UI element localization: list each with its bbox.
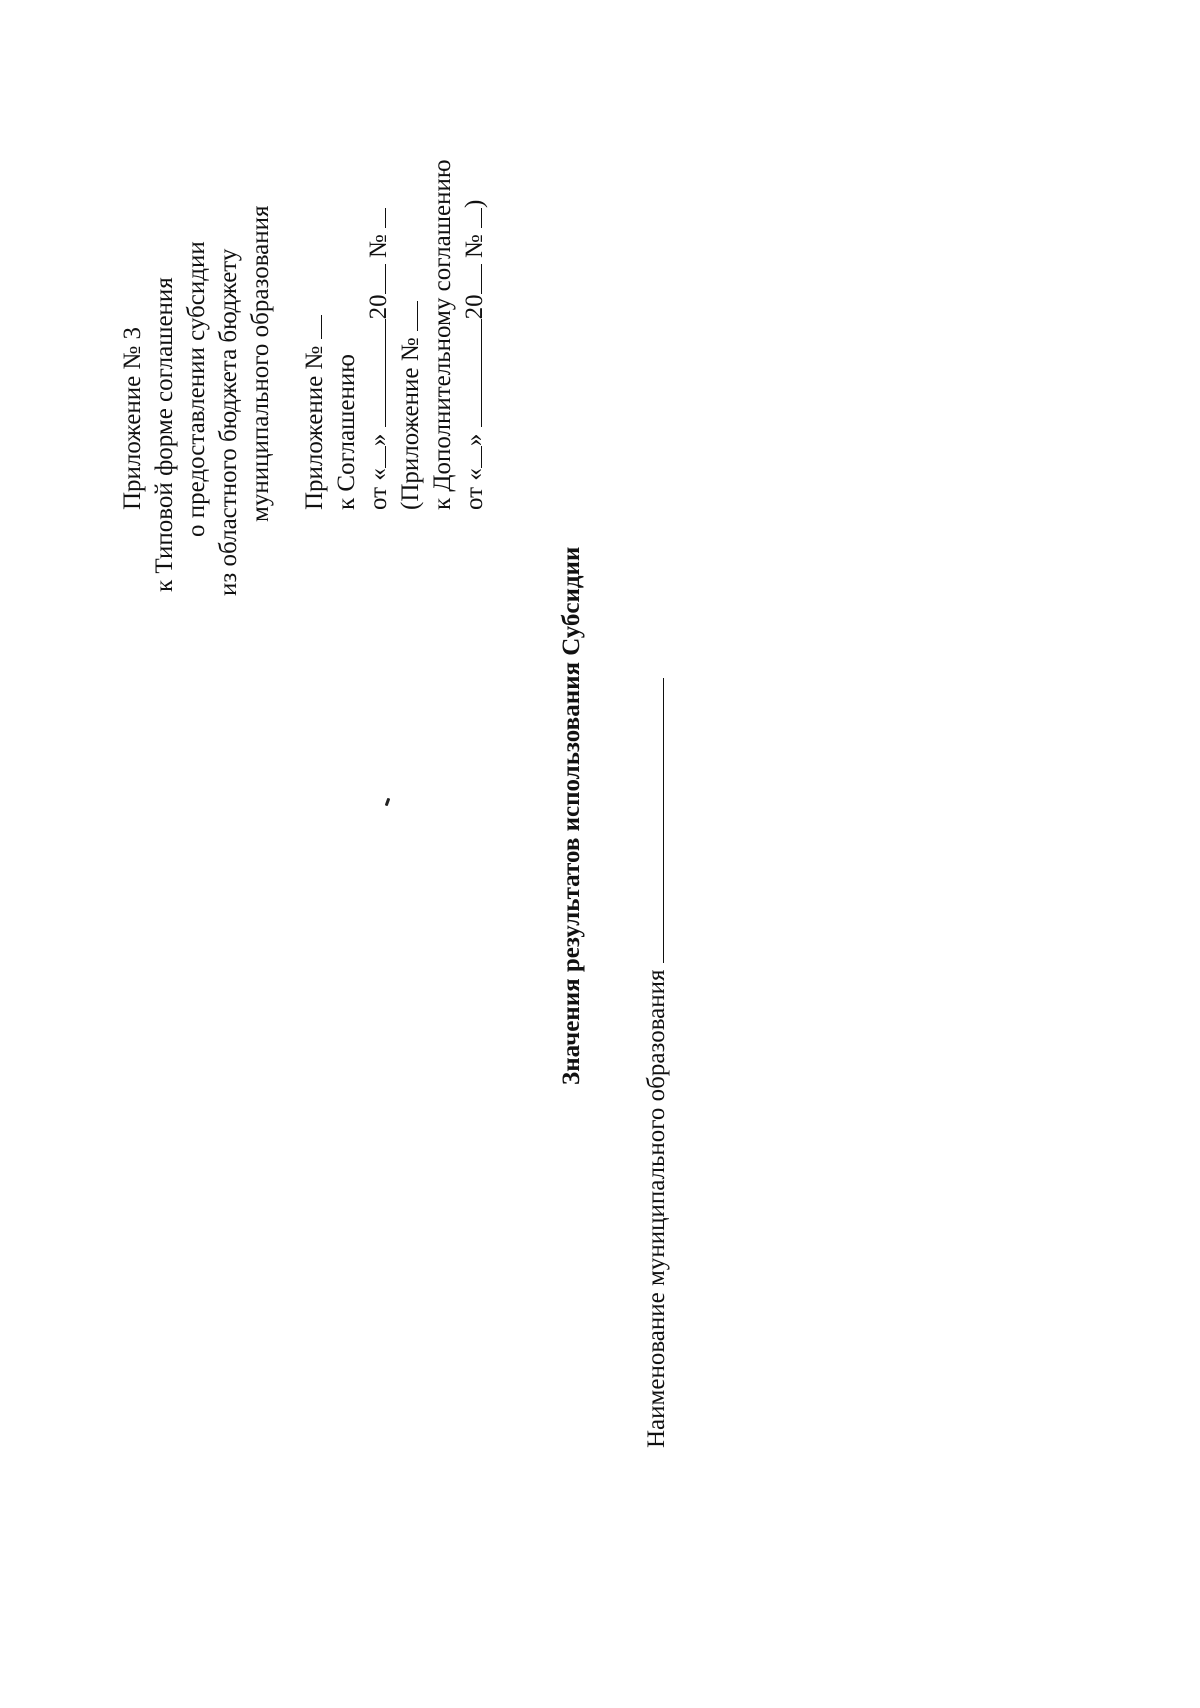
agreement-line-2: к Соглашению [333,354,360,510]
year-blank [365,264,386,294]
appendix-line-3: о предоставлении субсидии [183,241,210,537]
year2-prefix: 20 [461,294,488,320]
date-close-quote: » [365,433,392,447]
agreement-line-3 [364,208,394,510]
agreement-line-6 [460,200,490,510]
day2-blank [461,446,482,468]
document-title: Значения результатов использования Субсидии [558,546,585,1085]
month-blank [365,319,386,427]
year2-blank [461,264,482,294]
number-sign: № [365,234,392,259]
year-prefix: 20 [365,294,392,320]
appendix-line-1: Приложение № 3 [119,326,146,510]
month2-blank [461,319,482,427]
supplement-appendix-blank [397,301,418,331]
close-paren: ) [461,199,488,209]
appendix-line-2: к Типовой форме соглашения [151,277,178,592]
date2-open-quote: от « [461,468,488,510]
agreement-line-5: к Дополнительному соглашению [429,159,456,510]
appendix-line-4: из областного бюджета бюджету [215,248,242,596]
agreement-line-4 [396,301,426,510]
municipality-name-line [642,678,672,1448]
appendix-number-label: Приложение № [301,345,328,510]
number2-blank [461,208,482,228]
stray-mark [385,798,391,807]
municipality-name-blank [643,678,664,963]
municipality-name-label: Наименование муниципального образования [643,969,670,1448]
appendix-line-5: муниципального образования [247,205,274,522]
number2-sign: № [461,234,488,259]
date2-close-quote: » [461,433,488,447]
appendix-number-blank [301,315,322,339]
number-blank [365,208,386,228]
day-blank [365,446,386,468]
agreement-line-1 [300,315,330,510]
supplement-appendix-label: (Приложение № [397,337,424,510]
date-open-quote: от « [365,468,392,510]
